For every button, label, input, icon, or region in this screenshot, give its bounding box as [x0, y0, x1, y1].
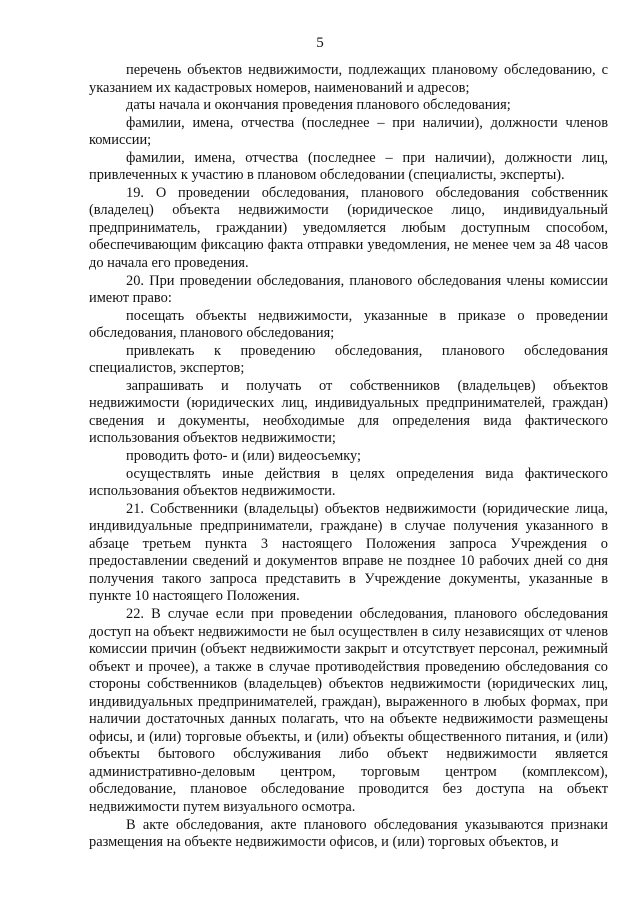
- paragraph-right-photo-video: проводить фото- и (или) видеосъемку;: [126, 448, 361, 465]
- paragraph-right-visit: посещать объекты недвижимости, указанные в приказе о проведении обследования, планового обследования;: [89, 307, 608, 342]
- page-number: 5: [316, 35, 324, 51]
- paragraph-right-other-actions: осуществлять иные действия в целях определения вида фактического использования объектов недвижимости.: [89, 465, 608, 500]
- paragraph-list-item-objects: перечень объектов недвижимости, подлежащих плановому обследованию, с указанием их кадастровых номеров, наименований и адресов;: [89, 62, 608, 96]
- paragraph-clause-22: 22. В случае если при проведении обследования, планового обследования доступ на объект недвижимости не был осуществлен в силу независящих от членов комиссии причин (объект недвижимости закрыт и отсутствует персонал, режимный объект и прочее), а также в случае противодействия проведению обследования со стороны собственников (владельцев) объектов недвижимости (юридических лиц, индивидуальных предпринимателей, граждан), выраженного в любых формах, при наличии достаточных данных полагать, что на объекте недвижимости размещены офисы, и (или) торговые объекты, и (или) объекты общественного питания, и (или) объекты бытового обслуживания либо объект недвижимости является административно-деловым центром, торговым центром (комплексом), обследование, плановое обследование проводится без доступа на объект недвижимости путем визуального осмотра.: [89, 605, 608, 815]
- paragraph-clause-19: 19. О проведении обследования, планового обследования собственник (владелец) объекта недвижимости (юридическое лицо, индивидуальный предприниматель, граждании) уведомляется любым доступным способом, обеспечивающим фиксацию факта отправки уведомления, не менее чем за 48 часов до начала его проведения.: [89, 184, 608, 272]
- paragraph-inspection-act: В акте обследования, акте планового обследования указываются признаки размещения на объекте недвижимости офисов, и (или) торговых объектов, и: [89, 816, 608, 851]
- paragraph-list-item-commission-members: фамилии, имена, отчества (последнее – при наличии), должности членов комиссии;: [89, 114, 608, 149]
- paragraph-right-involve-experts: привлекать к проведению обследования, планового обследования специалистов, экспертов;: [89, 342, 608, 377]
- paragraph-right-request-documents: запрашивать и получать от собственников (владельцев) объектов недвижимости (юридических лиц, индивидуальных предпринимателей, граждан) сведения и документы, необходимые для определения вида фактического использования объектов недвижимости;: [89, 377, 608, 447]
- paragraph-clause-21: 21. Собственники (владельцы) объектов недвижимости (юридические лица, индивидуальные предприниматели, граждане) в случае получения указанного в абзаце третьем пункта 3 настоящего Положения запроса Учреждения о предоставлении сведений и документов вправе не позднее 10 рабочих дней со дня получения такого запроса представить в Учреждение документы, указанные в пункте 10 настоящего Положения.: [89, 500, 608, 605]
- paragraph-list-item-dates: даты начала и окончания проведения планового обследования;: [126, 97, 511, 114]
- paragraph-list-item-specialists: фамилии, имена, отчества (последнее – при наличии), должности лиц, привлеченных к участию в плановом обследовании (специалисты, эксперты).: [89, 149, 608, 184]
- document-body: [89, 62, 608, 852]
- paragraph-clause-20: 20. При проведении обследования, планового обследования члены комиссии имеют право:: [89, 272, 608, 307]
